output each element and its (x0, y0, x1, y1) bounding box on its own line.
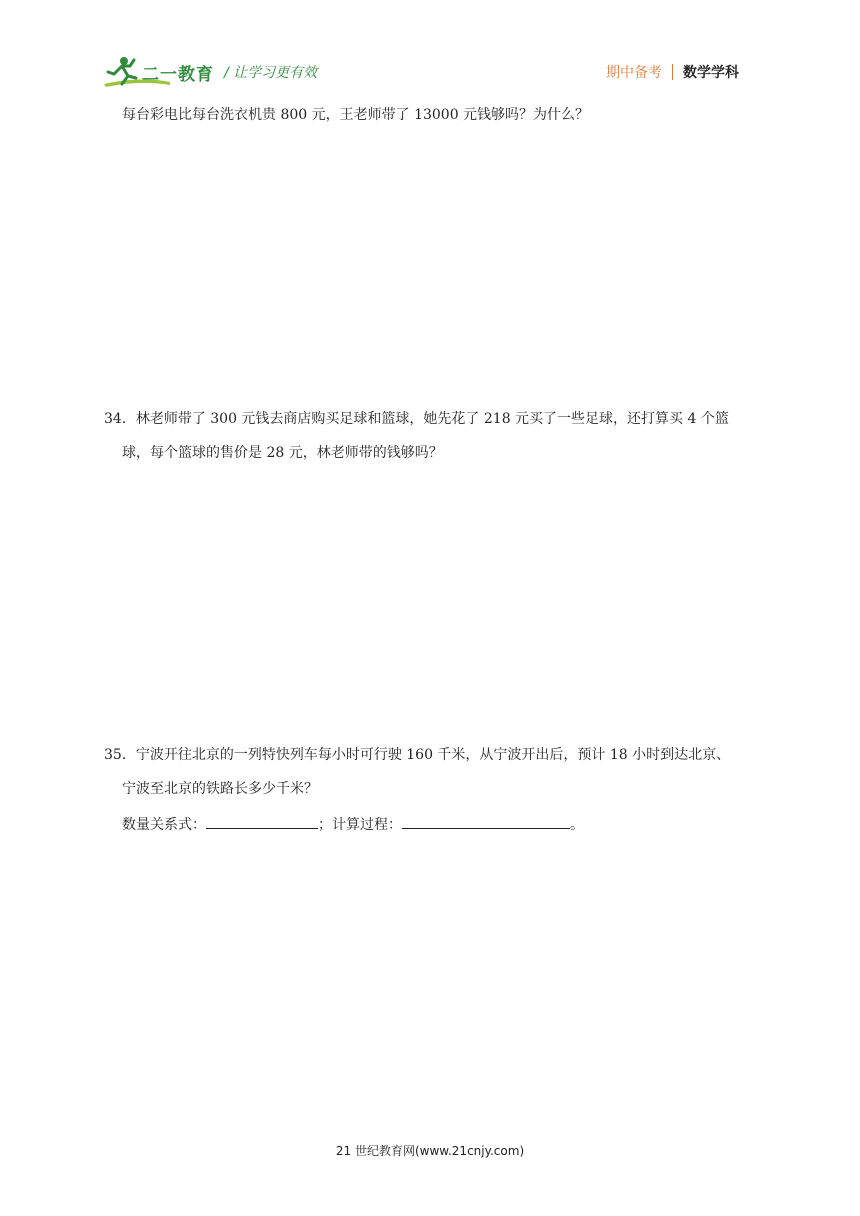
header-divider (672, 64, 673, 80)
q35-answer-line (122, 814, 584, 834)
page-header (0, 0, 860, 96)
page-footer: 21 世纪教育网(www.21cnjy.com) (335, 1144, 525, 1158)
q34-line2: 球，每个篮球的售价是 28 元，林老师带的钱够吗？ (122, 445, 443, 461)
slogan: / 让学习更有效 (224, 65, 318, 81)
q35-line2: 宁波至北京的铁路长多少千米？ (122, 781, 318, 797)
q35-end: 。 (570, 817, 584, 833)
process-blank[interactable] (402, 814, 570, 829)
q35-line1: 35．宁波开往北京的一列特快列车每小时可行驶 160 千米，从宁波开出后，预计 18 小时到达北京、 (104, 747, 731, 763)
q33-tail: 每台彩电比每台洗衣机贵 800 元，王老师带了 13000 元钱够吗？为什么？ (122, 107, 590, 123)
q35-label-process: ；计算过程： (318, 817, 402, 833)
brand-name: 二一教育 (142, 65, 214, 85)
q34-line1: 34．林老师带了 300 元钱去商店购买足球和篮球，她先花了 218 元买了一些足球，还打算买 4 个篮 (104, 411, 729, 427)
exam-label: 期中备考 (606, 65, 662, 81)
header-right (606, 62, 739, 82)
q35-label-relation: 数量关系式： (122, 817, 206, 833)
relation-blank[interactable] (206, 814, 318, 829)
subject-label: 数学学科 (683, 65, 739, 81)
